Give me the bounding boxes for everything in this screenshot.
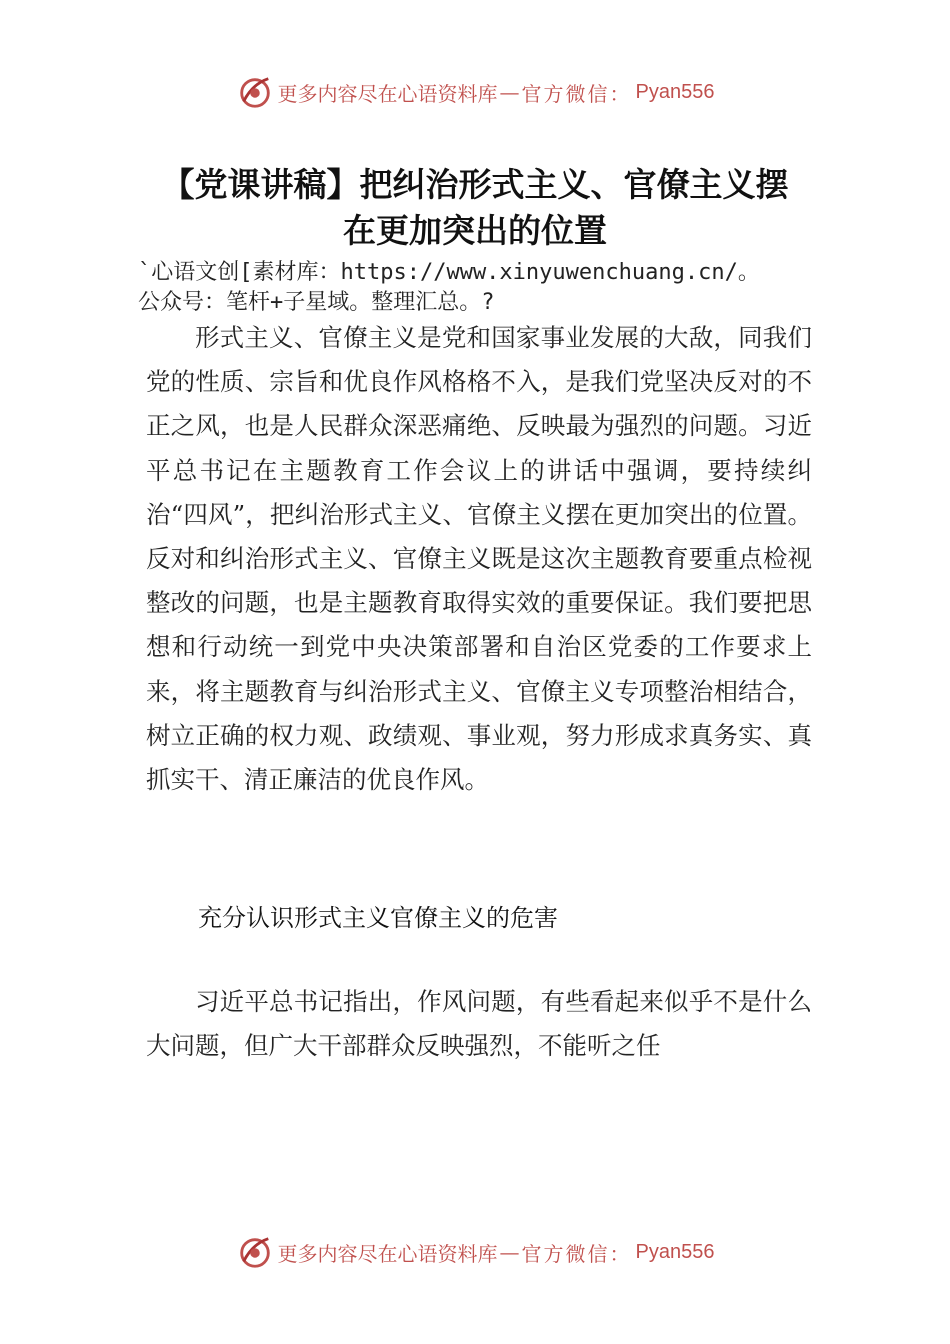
brand-logo-icon	[236, 1233, 274, 1271]
banner-dash: —	[499, 80, 520, 104]
banner-wechat-label: 官方微信：	[521, 81, 632, 106]
banner-wechat-label: 官方微信：	[521, 1241, 632, 1266]
title-line-1: 【党课讲稿】把纠治形式主义、官僚主义摆	[161, 165, 789, 204]
source-line-1: `心语文创[素材库：https://www.xinyuwenchuang.cn/。	[138, 260, 760, 285]
header-banner	[0, 72, 950, 112]
banner-dash: —	[499, 1240, 520, 1264]
source-note	[138, 258, 828, 318]
body-paragraph-2: 习近平总书记指出，作风问题，有些看起来似乎不是什么大问题，但广大干部群众反映强烈，不能听之任	[146, 987, 812, 1061]
footer-banner	[0, 1232, 950, 1272]
section-heading: 充分认识形式主义官僚主义的危害	[198, 904, 558, 932]
source-line-2: 公众号：笔杆+子星域。整理汇总。?	[138, 290, 495, 315]
banner-wechat-id: Pyan556	[635, 1240, 715, 1263]
brand-logo-icon	[236, 73, 274, 111]
banner-site-text: 更多内容尽在心语资料库	[277, 81, 498, 106]
body-paragraph-1: 形式主义、官僚主义是党和国家事业发展的大敌，同我们党的性质、宗旨和优良作风格格不入，是我们党坚决反对的不正之风，也是人民群众深恶痛绝、反映最为强烈的问题。习近平总书记在主题教育工作会议上的讲话中强调，要持续纠治“四风”，把纠治形式主义、官僚主义摆在更加突出的位置。反对和纠治形式主义、官僚主义既是这次主题教育要重点检视整改的问题，也是主题教育取得实效的重要保证。我们要把思想和行动统一到党中央决策部署和自治区党委的工作要求上来，将主题教育与纠治形式主义、官僚主义专项整治相结合，树立正确的权力观、政绩观、事业观，努力形成求真务实、真抓实干、清正廉洁的优良作风。	[146, 323, 812, 795]
banner-wechat-id: Pyan556	[635, 80, 715, 103]
banner-site-text: 更多内容尽在心语资料库	[277, 1241, 498, 1266]
title-line-2: 在更加突出的位置	[343, 211, 607, 250]
document-title	[120, 162, 830, 254]
